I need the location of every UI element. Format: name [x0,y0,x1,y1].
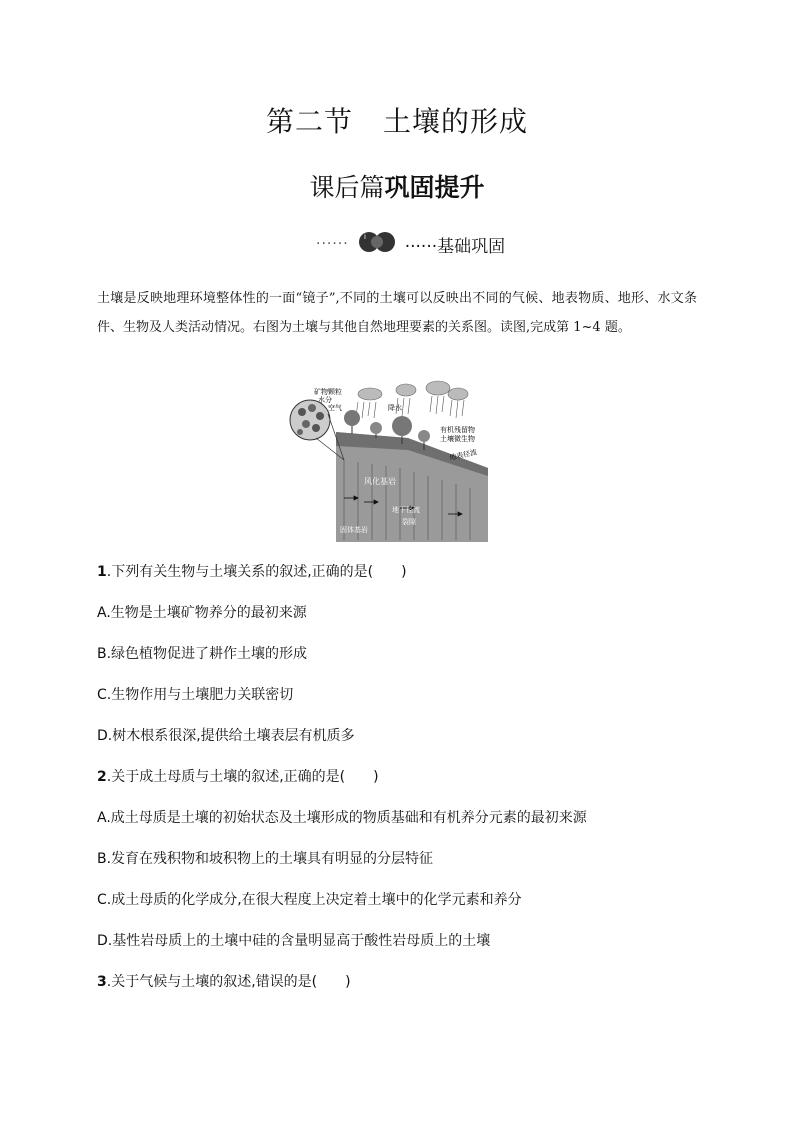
reading-passage: 土壤是反映地理环境整体性的一面“镜子”,不同的土壤可以反映出不同的气候、地表物质、地形、水文条件、生物及人类活动情况。右图为土壤与其他自然地理要素的关系图。读图,完成第 1~4 题。 [97,291,697,335]
question-2-option-a: A.成土母质是土壤的初始状态及土壤形成的物质基础和有机养分元素的最初来源 [97,810,587,826]
subtitle-plain: 课后篇 [309,173,385,202]
question-2-option-b: B.发育在残积物和坡积物上的土壤具有明显的分层特征 [97,851,434,867]
question-2-stem: 2.关于成土母质与土壤的叙述,正确的是( ) [97,769,379,785]
label-weathered-rock: 风化基岩 [364,477,396,486]
subtitle-bold: 巩固提升 [384,173,485,202]
label-water: 水分 [318,396,332,404]
question-1-option-a: A.生物是土壤矿物养分的最初来源 [97,605,307,621]
page-subtitle [0,168,794,204]
label-organic: 有机残留物 [440,426,475,434]
label-crack: 裂隙 [402,518,416,526]
soil-relationship-figure [288,380,488,542]
question-2-number: 2 [97,769,107,785]
question-1-option-d: D.树木根系很深,提供给土壤表层有机质多 [97,728,355,744]
label-underground-runoff: 地下径流 [392,506,420,514]
section-heading [316,230,505,258]
question-3-stem: 3.关于气候与土壤的叙述,错误的是( ) [97,974,351,990]
section-label: ······基础巩固 [404,236,506,257]
label-air: 空气 [328,404,342,412]
label-solid-rock: 固体基岩 [340,526,368,534]
section-badge-icon [355,230,399,259]
question-1-option-c: C.生物作用与土壤肥力关联密切 [97,687,294,703]
question-1-option-b: B.绿色植物促进了耕作土壤的形成 [97,646,308,662]
title-topic: 土壤的形成 [383,105,529,138]
question-2-option-c: C.成土母质的化学成分,在很大程度上决定着土壤中的化学元素和养分 [97,892,522,908]
question-3-number: 3 [97,974,107,990]
question-2-option-d: D.基性岩母质上的土壤中硅的含量明显高于酸性岩母质上的土壤 [97,933,491,949]
label-mineral: 矿物颗粒 [314,388,342,396]
label-surface-runoff: 地表径流 [448,448,478,462]
title-section-number: 第二节 [265,105,353,138]
svg-text:i: i [363,232,366,241]
label-rain: 降水 [388,404,402,412]
section-dots: ······ [316,236,349,252]
label-microbe: 土壤微生物 [440,435,475,443]
question-1-number: 1 [97,564,107,580]
question-1-stem: 1.下列有关生物与土壤关系的叙述,正确的是( ) [97,564,407,580]
page-title [0,100,794,140]
